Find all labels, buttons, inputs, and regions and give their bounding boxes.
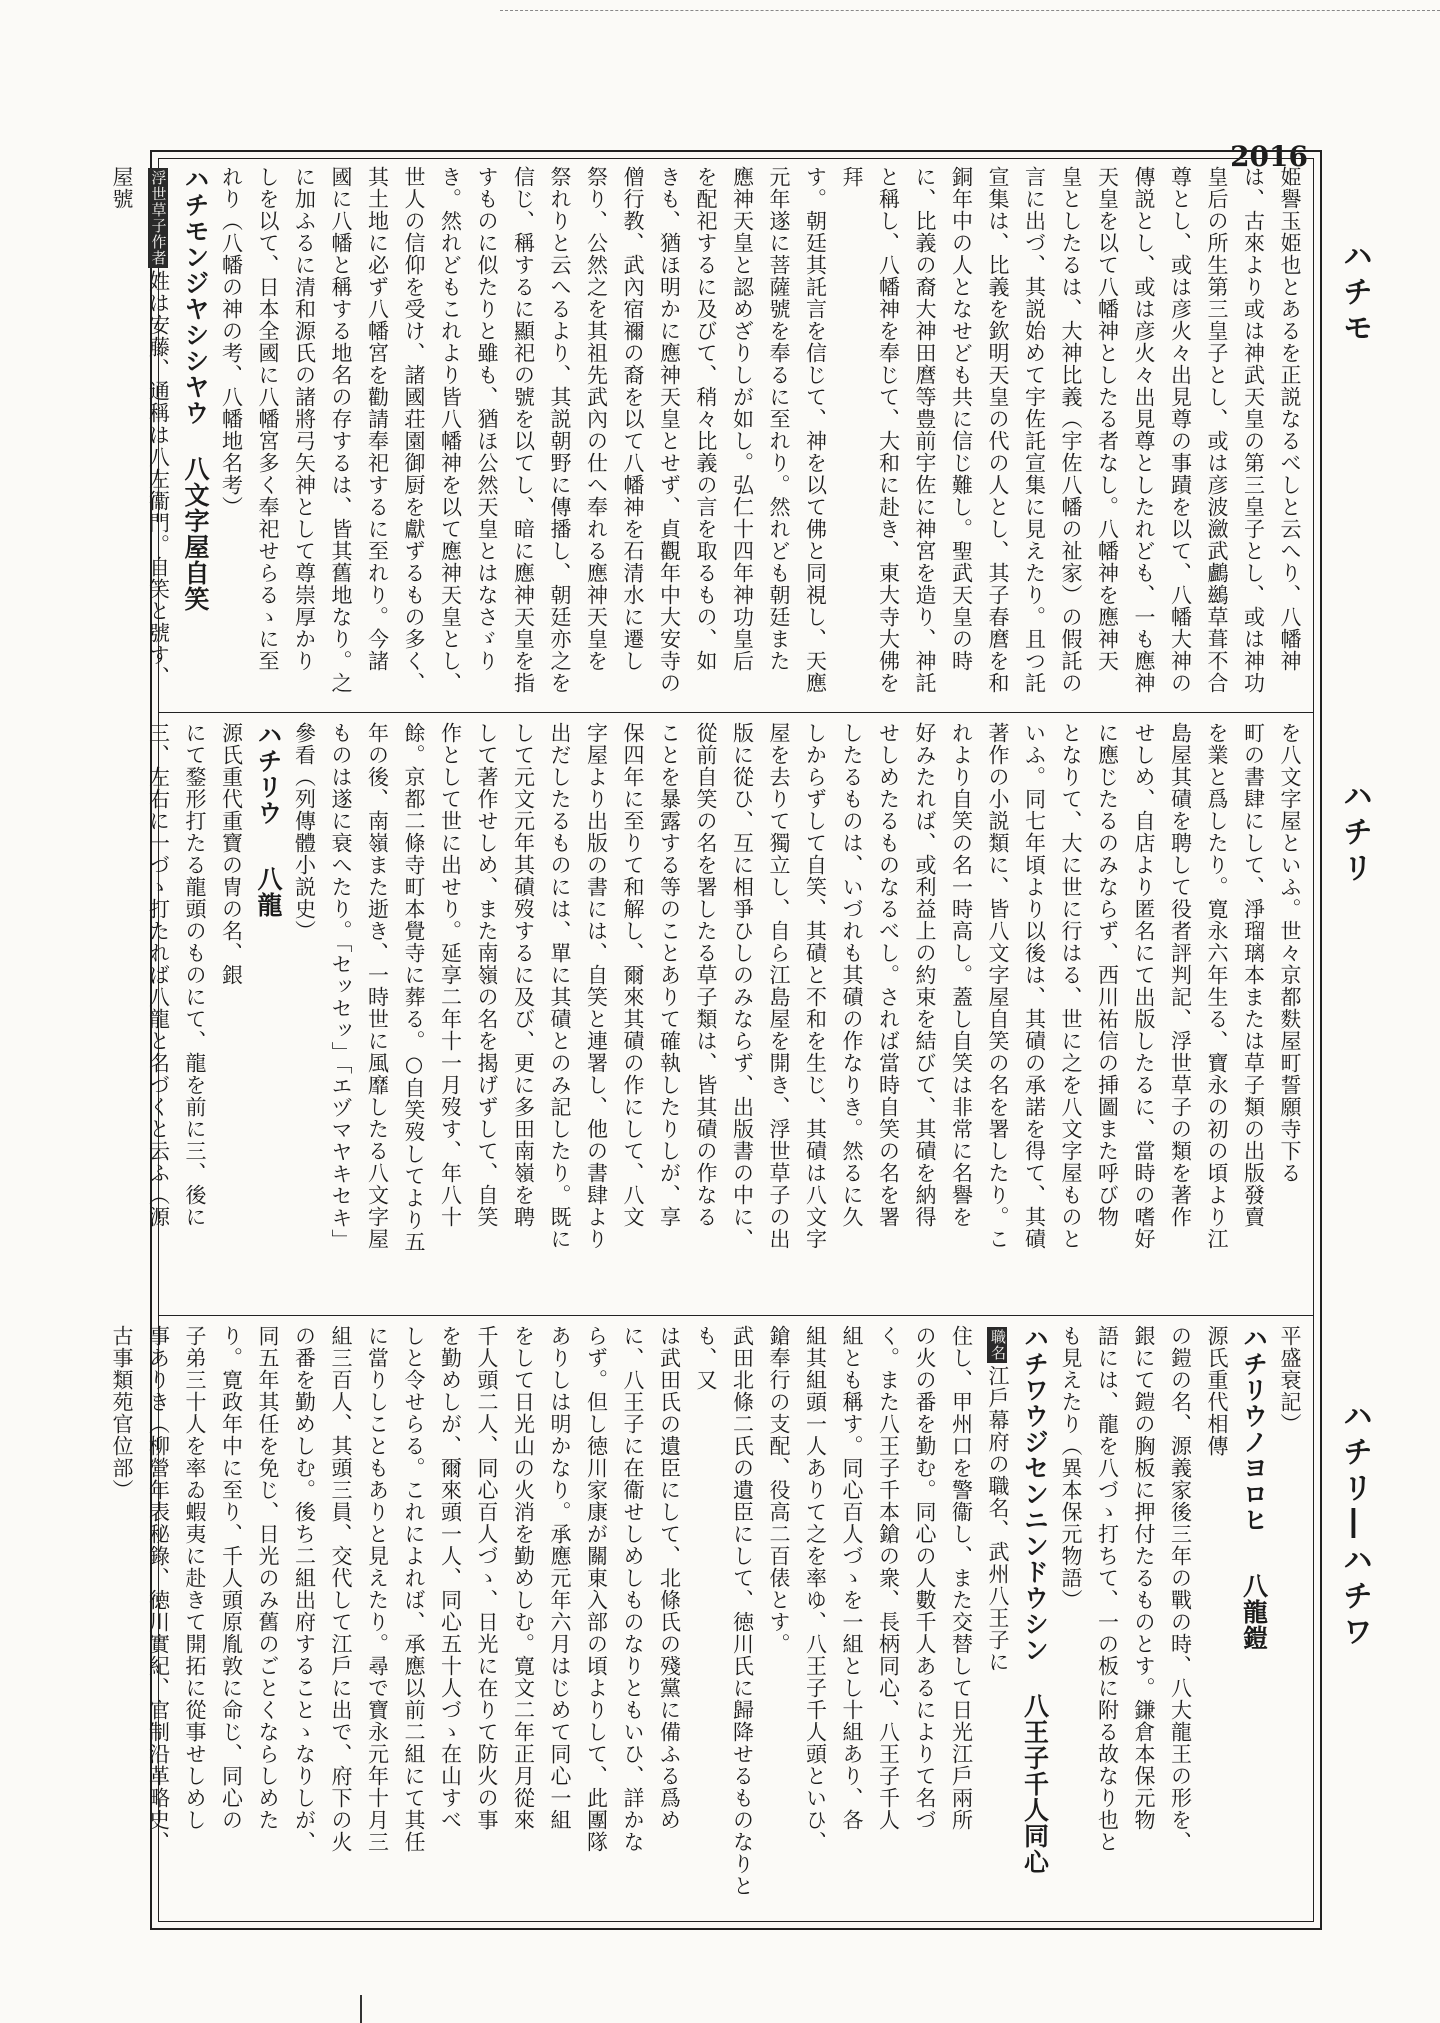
text-line: 屋を去りて獨立し、自ら江島屋を開き、浮世草子の出 (767, 722, 791, 1250)
headword-hachiouji-kanji: 八王子千人同心 (1020, 1693, 1050, 1875)
text-line: ものは遂に衰へたり。「セッセッ」「エヅマヤキセキ」 (329, 722, 353, 1251)
text-line: 作として世に出せり。延享二年十一月歿す、年八十 (438, 722, 463, 1228)
office-tag: 職名 (989, 1329, 1007, 1361)
text-line: 版に從ひ、互に相爭ひしのみならず、出版書の中に、 (730, 722, 755, 1250)
text-line: 祭り、公然之を其祖先武內の仕へ奉れる應神天皇を (584, 166, 609, 672)
entry-hachiriu-yoroi-text (1053, 1325, 1236, 1923)
text-line: 武田北條二氏の遺臣にして、徳川氏に歸降せるものなりとも、又 (694, 1325, 755, 1897)
text-line: 參看（列傳體小説史） (292, 722, 317, 942)
entry-hachiriu (250, 722, 287, 1308)
text-line: 三、左右に一づゝ打たれば八龍と名づくと云ふ（源 (146, 722, 171, 1228)
text-line: 平盛衰記） (1278, 1325, 1302, 1435)
text-line: ありしは明かなり。承應元年六月はじめて同心一組 (548, 1325, 572, 1831)
gutter-label-bottom: ハチリ―ハチワ (1337, 1400, 1372, 1652)
text-line: 言に出づ、其説始めて宇佐託宣集に見えたり。且つ託 (1022, 166, 1047, 694)
section-top (110, 166, 1308, 706)
text-line: いふ。同七年頃より以後は、其磧の承諾を得て、其磧 (1022, 722, 1047, 1250)
text-line: 鎗奉行の支配、役高二百俵とす。 (767, 1325, 791, 1655)
text-line: れより自笑の名一時高し。蓋し自笑は非常に名譽を (949, 722, 974, 1228)
text-line: 保四年に至りて和解し、爾來其磧の作にして、八文 (621, 722, 645, 1228)
text-line: して元文元年其磧歿するに及び、更に多田南嶺を聘 (511, 722, 536, 1228)
headword-hachiriu-kanji: 八龍 (254, 866, 283, 918)
text-line: 組其組頭一人ありて之を率ゆ、八王子千人頭といひ、 (803, 1325, 828, 1853)
bottom-text-lines (1272, 1325, 1309, 1923)
text-line: 住し、甲州口を警衞し、また交替して日光江戶兩所 (949, 1325, 974, 1831)
text-line: したるものは、いづれも其磧の作なりき。然るに久 (840, 722, 864, 1228)
text-line: 國に八幡と稱する地名の存するは、皆其舊地なり。之 (329, 166, 353, 694)
text-line: 源氏重代相傳 (1205, 1325, 1229, 1457)
page-number: 2016 (1230, 140, 1308, 173)
text-line: 古事類苑官位部） (110, 1325, 134, 1501)
text-line: せしめたるものなるべし。されば當時自笑の名を署 (876, 722, 901, 1228)
text-line: に、八王子に在衞せしめしものなりともいひ、詳かな (621, 1325, 645, 1853)
text-line: と稱し、八幡神を奉じて、大和に赴き、東大寺大佛を拜 (840, 166, 901, 694)
text-line: は武田氏の遺臣にして、北條氏の殘黨に備ふる爲め (657, 1325, 682, 1831)
text-line: 其土地に必ず八幡宮を勸請奉祀するに至れり。今諸 (365, 166, 390, 672)
text-line: 銀にて鎧の胸板に押付たるものとす。鎌倉本保元物 (1132, 1325, 1156, 1831)
section-middle (146, 722, 1308, 1308)
text-line: 應神天皇と認めざりしが如し。弘仁十四年神功皇后 (730, 166, 755, 672)
headword-hachiouji: ハチワウジセンニンドウシン (1020, 1325, 1050, 1663)
text-line: 子弟三十人を率ゐ蝦夷に赴きて開拓に從事せしめし (183, 1325, 207, 1831)
text-line: 島屋其磧を聘して役者評判記、浮世草子の類を著作 (1168, 722, 1193, 1228)
text-line: 語には、龍を八づゝ打ちて、一の板に附る故なり也と (1095, 1325, 1120, 1853)
headword-hachimonjiya: ハチモンジヤシシヤウ (181, 166, 210, 426)
text-line: せしめ、自店より匿名にて出版したるに、當時の嗜好 (1132, 722, 1156, 1250)
text-line: をして日光山の火消を勤めしむ。寛文二年正月從來 (511, 1325, 536, 1831)
text-line: 尊とし、或は彦火々出見尊の事蹟を以て、八幡大神の (1168, 166, 1193, 694)
text-line: に當りしこともありと見えたり。尋で寶永元年十月三 (365, 1325, 390, 1853)
text-line: の鎧の名、源義家後三年の戰の時、八大龍王の形を、 (1168, 1325, 1193, 1853)
entry-hachiriu-text (140, 722, 250, 1308)
text-line: しと令せらる。これによれば、承應以前二組にて其任 (402, 1325, 426, 1853)
text-line: 元年遂に菩薩號を奉るに至れり。然れども朝廷また (767, 166, 791, 672)
text-line: 傳説とし、或は彦火々出見尊としたれども、一も應神 (1132, 166, 1156, 694)
text-line: 町の書肆にして、淨瑠璃本または草子類の出版發賣 (1241, 722, 1266, 1228)
entry-hachiouji-body (104, 1325, 1017, 1923)
entry-hachimonjiya (177, 166, 214, 706)
text-line: 皇后の所生第三皇子とし、或は彦波瀲武鸕鷀草葺不合 (1205, 166, 1229, 694)
text-line: き。然れどもこれより皆八幡神を以て應神天皇とし、 (438, 166, 463, 694)
occupation-tag: 浮世草子作者 (149, 170, 168, 266)
text-line: 姓は安藤、通稱は八左衞門。自笑と號す、屋號 (110, 166, 171, 688)
text-line: 世人の信仰を受け、諸國荘園御厨を獻ずるもの多く、 (402, 166, 426, 694)
entry-hachimonjiya-body (104, 166, 177, 706)
text-line: も見えたり（異本保元物語） (1059, 1325, 1083, 1611)
text-line: 千人頭二人、同心百人づゝ、日光に在りて防火の事 (475, 1325, 499, 1831)
headword-hachiriu-yoroi-kanji: 八龍鎧 (1239, 1573, 1269, 1651)
text-line: 事ありき（柳營年表秘錄、徳川實紀、官制沿革略史、 (146, 1325, 171, 1853)
text-line: を配祀するに及びて、稍々比義の言を取るもの、如 (694, 166, 718, 672)
entry-hachiouji (1016, 1325, 1053, 1923)
gutter-label-top: ハチモ (1337, 240, 1372, 348)
headword-hachimonjiya-kanji: 八文字屋自笑 (181, 456, 210, 612)
page-edge-mark (360, 1995, 362, 2023)
gutter-label-middle: ハチリ (1337, 780, 1372, 888)
text-line: 組三百人、其頭三員、交代して江戶に出で、府下の火 (329, 1325, 353, 1853)
text-line: を八文字屋といふ。世々京都麩屋町誓願寺下る (1278, 722, 1302, 1184)
text-line: を業と爲したり。寛永六年生る、寶永の初の頃より江 (1205, 722, 1229, 1250)
text-line: く。また八王子千本鎗の衆、長柄同心、八王子千人 (876, 1325, 901, 1831)
text-line: す。朝廷其託言を信じて、神を以て佛と同視し、天應 (803, 166, 828, 694)
text-line: 年の後、南嶺また逝き、一時世に風靡したる八文字屋 (365, 722, 390, 1250)
text-line: は、古來より或は神武天皇の第三皇子とし、或は神功 (1241, 166, 1266, 694)
text-line: 組とも稱す。同心百人づゝを一組とし十組あり、各 (840, 1325, 864, 1831)
text-line: 從前自笑の名を署したる草子類は、皆其磧の作なる (694, 722, 718, 1228)
text-line: の番を勤めしむ。後ち二組出府することゝなりしが、 (292, 1325, 317, 1853)
text-line: 源氏重代重寶の冑の名、銀 (219, 722, 244, 986)
top-text-lines (213, 166, 1308, 706)
text-line: に應じたるのみならず、西川祐信の挿圖また呼び物 (1095, 722, 1120, 1228)
text-line: 姫譽玉姫也とあるを正説なるべしと云へり、八幡神 (1278, 166, 1302, 672)
text-line: れり（八幡の神の考、八幡地名考） (219, 166, 244, 518)
text-line: となりて、大に世に行はる、世に之を八文字屋ものと (1059, 722, 1083, 1250)
section-bottom (110, 1325, 1308, 1923)
text-line: に、比義の裔大神田麿等豊前宇佐に神宮を造り、神託 (913, 166, 937, 694)
text-line: 皇としたるは、大神比義（宇佐八幡の祉家）の假託の (1059, 166, 1083, 694)
text-line: 僧行教、武內宿禰の裔を以て八幡神を石清水に遷し (621, 166, 645, 672)
top-dashed-rule (500, 10, 1440, 11)
text-line: しを以て、日本全國に八幡宮多く奉祀せらるゝに至 (256, 166, 280, 672)
section-divider-1 (158, 712, 1314, 713)
headword-hachiriu: ハチリウ (254, 722, 283, 826)
text-line: 好みたれば、或利益上の約束を結びて、其磧を納得 (913, 722, 937, 1228)
text-line: り。寛政年中に至り、千人頭原胤敦に命じ、同心の (219, 1325, 244, 1831)
text-line: 信じ、稱するに顯祀の號を以てし、暗に應神天皇を指 (511, 166, 536, 694)
text-line: 天皇を以て八幡神としたる者なし。八幡神を應神天 (1095, 166, 1120, 672)
text-line: の火の番を勤む。同心の人數千人あるによりて名づ (913, 1325, 937, 1831)
text-line: しからずして自笑、其磧と不和を生じ、其磧は八文字 (803, 722, 828, 1250)
entry-hachiouji-text (110, 1325, 1010, 1897)
text-line: を勤めしが、爾來頭一人、同心五十人づゝ在山すべ (438, 1325, 463, 1831)
text-line: らず。但し徳川家康が關東入部の頃よりして、此團隊 (584, 1325, 609, 1853)
text-line: ことを暴露する等のことありて確執したりしが、享 (657, 722, 682, 1228)
text-line: 著作の小説類に、皆八文字屋自笑の名を署したり。こ (986, 722, 1010, 1250)
text-line: 宣集は、比義を欽明天皇の代の人とし、其子春麿を和 (986, 166, 1010, 694)
text-line: 江戶幕府の職名、武州八王子に (986, 1365, 1010, 1673)
text-line: きも、猶ほ明かに應神天皇とせず、貞觀年中大安寺の (657, 166, 682, 694)
text-line: して著作せしめ、また南嶺の名を揭げずして、自笑 (475, 722, 499, 1228)
middle-text-lines (286, 722, 1308, 1308)
headword-hachiriu-yoroi: ハチリウノヨロヒ (1239, 1325, 1269, 1533)
section-divider-2 (158, 1315, 1314, 1316)
text-line: にて鍪形打たる龍頭のものにて、龍を前に三、後に (183, 722, 207, 1228)
text-line: すものに似たりと雖も、猶ほ公然天皇とはなさゞり (475, 166, 499, 672)
text-line: 出だしたるものには、單に其磧とのみ記したり。既に (548, 722, 572, 1250)
text-line: に加ふるに清和源氏の諸將弓矢神として尊崇厚かり (292, 166, 317, 672)
text-line: 同五年其任を免じ、日光のみ舊のごとくならしめた (256, 1325, 280, 1831)
text-line: 字屋より出版の書には、自笑と連署し、他の書肆より (584, 722, 609, 1250)
text-line: 餘。京都二條寺町本覺寺に葬る。○自笑歿してより五 (402, 722, 426, 1253)
entry-hachiriu-yoroi (1235, 1325, 1272, 1923)
text-line: 祭れりと云へるより、其説朝野に傳播し、朝廷亦之を (548, 166, 572, 694)
text-line: 銅年中の人となせども共に信じ難し。聖武天皇の時 (949, 166, 974, 672)
